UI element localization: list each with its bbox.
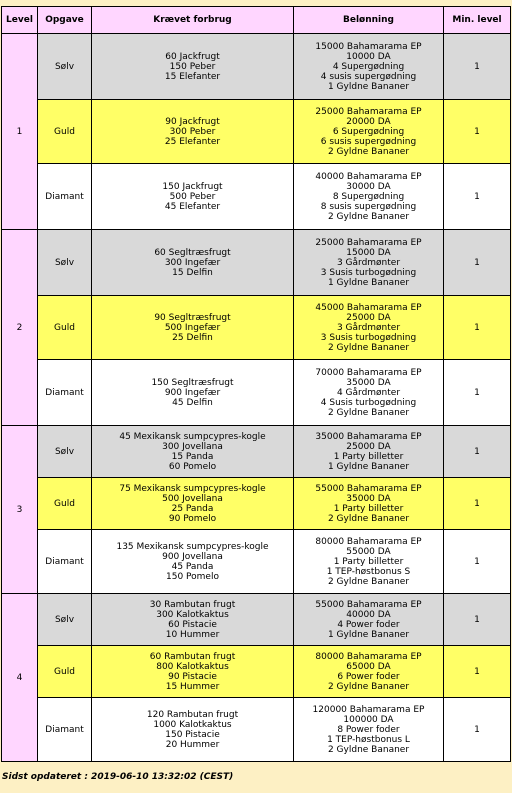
reward-cell: [294, 296, 444, 360]
min-level-cell: 1: [444, 34, 511, 100]
reward-item: 1 Party billetter: [333, 503, 404, 514]
task-cell: Sølv: [38, 426, 92, 478]
reward-item: 1 Gyldne Bananer: [327, 277, 410, 288]
reward-cell: [294, 34, 444, 100]
required-item: 150 Pistacie: [165, 729, 220, 740]
reward-item: 20000 DA: [346, 116, 391, 127]
required-item: 150 Peber: [169, 61, 216, 72]
header-reward: Belønning: [294, 7, 444, 34]
reward-item: 2 Gyldne Bananer: [327, 681, 410, 692]
task-cell: Diamant: [38, 530, 92, 594]
required-item: 90 Pistacie: [168, 671, 217, 682]
table-row: [2, 646, 511, 698]
required-cell: [92, 230, 294, 296]
required-item: 150 Pomelo: [166, 571, 219, 582]
reward-item: 25000 DA: [346, 312, 391, 323]
reward-cell: [294, 594, 444, 646]
rewards-table: [1, 6, 511, 762]
required-cell: [92, 698, 294, 762]
reward-item: 8 Supergødning: [332, 191, 405, 202]
reward-item: 1 TEP-høstbonus L: [327, 734, 410, 745]
required-item: 300 Ingefær: [164, 257, 221, 268]
required-item: 10 Hummer: [165, 629, 220, 640]
task-cell: Diamant: [38, 164, 92, 230]
table-row: [2, 426, 511, 478]
required-item: 90 Segltræsfrugt: [154, 312, 231, 323]
required-item: 90 Jackfrugt: [165, 116, 220, 127]
reward-item: 2 Gyldne Bananer: [327, 342, 410, 353]
required-item: 45 Elefanter: [164, 201, 221, 212]
reward-cell: [294, 360, 444, 426]
reward-item: 8 Power foder: [337, 724, 400, 735]
table-row: [2, 478, 511, 530]
header-required: Krævet forbrug: [92, 7, 294, 34]
required-item: 900 Jovellana: [162, 551, 223, 562]
reward-item: 1 Gyldne Bananer: [327, 461, 410, 472]
reward-item: 6 Power foder: [337, 671, 400, 682]
required-item: 45 Mexikansk sumpcypres-kogle: [119, 431, 266, 442]
reward-item: 6 susis supergødning: [320, 136, 417, 147]
reward-cell: [294, 698, 444, 762]
min-level-cell: 1: [444, 478, 511, 530]
required-item: 300 Peber: [169, 126, 216, 137]
required-item: 15 Delfin: [172, 267, 213, 278]
reward-item: 2 Gyldne Bananer: [327, 211, 410, 222]
reward-item: 4 Susis turbogødning: [320, 397, 417, 408]
reward-cell: [294, 100, 444, 164]
table-row: [2, 164, 511, 230]
min-level-cell: 1: [444, 230, 511, 296]
required-item: 150 Jackfrugt: [162, 181, 223, 192]
last-updated: Sidst opdateret : 2019-06-10 13:32:02 (CEST): [2, 772, 234, 782]
reward-item: 25000 Bahamarama EP: [315, 237, 422, 248]
reward-cell: [294, 530, 444, 594]
reward-cell: [294, 164, 444, 230]
task-cell: Diamant: [38, 698, 92, 762]
required-item: 500 Ingefær: [164, 322, 221, 333]
reward-cell: [294, 230, 444, 296]
header-row: [2, 7, 511, 34]
table-row: [2, 100, 511, 164]
reward-item: 100000 DA: [343, 714, 394, 725]
required-item: 25 Elefanter: [164, 136, 221, 147]
reward-item: 3 Gårdmønter: [336, 322, 401, 333]
reward-item: 4 Gårdmønter: [336, 387, 401, 398]
required-item: 25 Panda: [171, 503, 214, 514]
reward-item: 25000 DA: [346, 441, 391, 452]
level-cell: 2: [2, 230, 38, 426]
reward-item: 15000 DA: [346, 247, 391, 258]
reward-item: 6 Supergødning: [332, 126, 405, 137]
table-row: [2, 360, 511, 426]
reward-cell: [294, 646, 444, 698]
required-cell: [92, 100, 294, 164]
reward-item: 120000 Bahamarama EP: [312, 704, 425, 715]
required-item: 500 Jovellana: [162, 493, 223, 504]
table-row: [2, 594, 511, 646]
required-item: 25 Delfin: [172, 332, 213, 343]
header-level: Level: [2, 7, 38, 34]
table-row: [2, 296, 511, 360]
required-item: 15 Elefanter: [164, 71, 221, 82]
required-item: 60 Rambutan frugt: [149, 651, 236, 662]
reward-item: 2 Gyldne Bananer: [327, 576, 410, 587]
required-item: 45 Delfin: [172, 397, 213, 408]
task-cell: Sølv: [38, 34, 92, 100]
task-cell: Sølv: [38, 594, 92, 646]
required-item: 15 Panda: [171, 451, 214, 462]
task-cell: Diamant: [38, 360, 92, 426]
required-cell: [92, 164, 294, 230]
reward-item: 35000 DA: [346, 377, 391, 388]
reward-item: 1 Party billetter: [333, 451, 404, 462]
reward-item: 55000 DA: [346, 546, 391, 557]
required-item: 300 Jovellana: [162, 441, 223, 452]
reward-item: 3 Gårdmønter: [336, 257, 401, 268]
required-cell: [92, 34, 294, 100]
required-item: 45 Panda: [171, 561, 214, 572]
min-level-cell: 1: [444, 164, 511, 230]
required-cell: [92, 296, 294, 360]
required-cell: [92, 478, 294, 530]
reward-item: 1 Party billetter: [333, 556, 404, 567]
reward-item: 1 Gyldne Bananer: [327, 629, 410, 640]
reward-item: 55000 Bahamarama EP: [315, 483, 422, 494]
reward-item: 4 Supergødning: [332, 61, 405, 72]
required-item: 60 Pomelo: [168, 461, 217, 472]
reward-item: 15000 Bahamarama EP: [315, 41, 422, 52]
required-item: 900 Ingefær: [164, 387, 221, 398]
required-item: 135 Mexikansk sumpcypres-kogle: [116, 541, 269, 552]
reward-item: 25000 Bahamarama EP: [315, 106, 422, 117]
required-item: 75 Mexikansk sumpcypres-kogle: [119, 483, 266, 494]
reward-item: 45000 Bahamarama EP: [315, 302, 422, 313]
required-item: 90 Pomelo: [168, 513, 217, 524]
required-cell: [92, 646, 294, 698]
reward-item: 80000 Bahamarama EP: [315, 536, 422, 547]
required-item: 20 Hummer: [165, 739, 220, 750]
required-cell: [92, 360, 294, 426]
reward-item: 80000 Bahamarama EP: [315, 651, 422, 662]
required-cell: [92, 426, 294, 478]
task-cell: Guld: [38, 296, 92, 360]
reward-item: 4 susis supergødning: [320, 71, 417, 82]
reward-item: 35000 Bahamarama EP: [315, 431, 422, 442]
reward-item: 1 Gyldne Bananer: [327, 81, 410, 92]
reward-item: 2 Gyldne Bananer: [327, 513, 410, 524]
reward-item: 8 susis supergødning: [320, 201, 417, 212]
reward-item: 40000 DA: [346, 609, 391, 620]
min-level-cell: 1: [444, 100, 511, 164]
min-level-cell: 1: [444, 530, 511, 594]
min-level-cell: 1: [444, 296, 511, 360]
reward-item: 40000 Bahamarama EP: [315, 171, 422, 182]
reward-item: 2 Gyldne Bananer: [327, 146, 410, 157]
min-level-cell: 1: [444, 360, 511, 426]
level-cell: 4: [2, 594, 38, 762]
required-cell: [92, 530, 294, 594]
required-item: 120 Rambutan frugt: [146, 709, 239, 720]
reward-item: 3 Susis turbogødning: [320, 267, 417, 278]
header-task: Opgave: [38, 7, 92, 34]
reward-item: 65000 DA: [346, 661, 391, 672]
table-row: [2, 34, 511, 100]
min-level-cell: 1: [444, 426, 511, 478]
required-item: 800 Kalotkaktus: [156, 661, 229, 672]
task-cell: Sølv: [38, 230, 92, 296]
reward-item: 2 Gyldne Bananer: [327, 407, 410, 418]
reward-cell: [294, 426, 444, 478]
reward-item: 4 Power foder: [337, 619, 400, 630]
task-cell: Guld: [38, 646, 92, 698]
required-item: 60 Segltræsfrugt: [154, 247, 231, 258]
reward-item: 1 TEP-høstbonus S: [326, 566, 411, 577]
task-cell: Guld: [38, 100, 92, 164]
reward-item: 2 Gyldne Bananer: [327, 744, 410, 755]
min-level-cell: 1: [444, 646, 511, 698]
reward-item: 70000 Bahamarama EP: [315, 367, 422, 378]
level-cell: 1: [2, 34, 38, 230]
table-row: [2, 698, 511, 762]
level-cell: 3: [2, 426, 38, 594]
required-cell: [92, 594, 294, 646]
required-item: 300 Kalotkaktus: [156, 609, 229, 620]
reward-item: 10000 DA: [346, 51, 391, 62]
min-level-cell: 1: [444, 594, 511, 646]
table-row: [2, 530, 511, 594]
header-min-level: Min. level: [444, 7, 511, 34]
task-cell: Guld: [38, 478, 92, 530]
required-item: 30 Rambutan frugt: [149, 599, 236, 610]
required-item: 60 Pistacie: [168, 619, 217, 630]
reward-cell: [294, 478, 444, 530]
reward-item: 55000 Bahamarama EP: [315, 599, 422, 610]
required-item: 15 Hummer: [165, 681, 220, 692]
required-item: 150 Segltræsfrugt: [151, 377, 234, 388]
table-row: [2, 230, 511, 296]
reward-item: 3 Susis turbogødning: [320, 332, 417, 343]
required-item: 60 Jackfrugt: [165, 51, 220, 62]
min-level-cell: 1: [444, 698, 511, 762]
required-item: 1000 Kalotkaktus: [153, 719, 232, 730]
reward-item: 30000 DA: [346, 181, 391, 192]
reward-item: 35000 DA: [346, 493, 391, 504]
required-item: 500 Peber: [169, 191, 216, 202]
